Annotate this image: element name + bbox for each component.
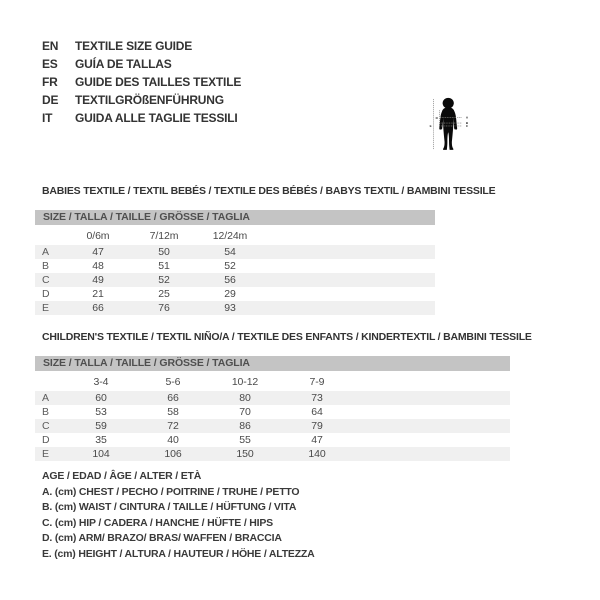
cell: 25 [158, 288, 170, 300]
cell: 58 [167, 406, 179, 418]
row-label: D [42, 288, 50, 300]
lang-code: IT [42, 111, 53, 125]
child-silhouette-svg [425, 15, 590, 235]
babies-size-table [35, 210, 435, 315]
cell: 66 [167, 392, 179, 404]
legend-waist-line: B. (cm) WAIST / CINTURA / TAILLE / HÜFTUNG / VITA [42, 501, 297, 514]
corner-cell [35, 374, 65, 391]
cell: 40 [167, 434, 179, 446]
cell: 21 [92, 288, 104, 300]
legend-height-line: E. (cm) HEIGHT / ALTURA / HAUTEUR / HÖHE / ALTEZZA [42, 547, 315, 560]
lang-code: FR [42, 75, 58, 89]
lang-label: TEXTILE SIZE GUIDE [75, 39, 193, 53]
cell: 64 [311, 406, 323, 418]
label-hip: C [465, 124, 469, 129]
legend-arm-line: D. (cm) ARM/ BRAZO/ BRAS/ WAFFEN / BRACCIA [42, 532, 282, 545]
children-column-headers [35, 374, 510, 391]
row-label: B [42, 260, 49, 272]
table-row [35, 419, 510, 433]
column-header: 0/6m [86, 230, 110, 242]
lang-row-en [42, 37, 241, 55]
table-row [35, 273, 435, 287]
row-label: A [42, 246, 49, 258]
row-label: E [42, 448, 49, 460]
row-label: C [42, 274, 50, 286]
children-section-heading: CHILDREN'S TEXTILE / TEXTIL NIÑO/A / TEXTILE DES ENFANTS / KINDERTEXTIL / BAMBINI TESSILE [42, 331, 532, 343]
column-header: 7/12m [149, 230, 179, 242]
lang-label: TEXTILGRÖßENFÜHRUNG [75, 93, 224, 107]
legend-age-line: AGE / EDAD / ÂGE / ALTER / ETÀ [42, 470, 202, 482]
language-title-block [42, 37, 241, 127]
lang-code: EN [42, 39, 59, 53]
cell: 60 [95, 392, 107, 404]
measurement-legend [42, 469, 315, 563]
size-header-bar: SIZE / TALLA / TAILLE / GRÖSSE / TAGLIA [35, 356, 510, 371]
corner-cell [35, 228, 65, 245]
lang-code: ES [42, 57, 58, 71]
child-silhouette-figure [439, 98, 457, 150]
cell: 29 [224, 288, 236, 300]
row-label: E [42, 302, 49, 314]
label-height: E [429, 123, 432, 128]
cell: 59 [95, 420, 107, 432]
cell: 93 [224, 302, 236, 314]
babies-section-heading: BABIES TEXTILE / TEXTIL BEBÉS / TEXTILE DES BÉBÉS / BABYS TEXTIL / BAMBINI TESSILE [42, 185, 496, 197]
lang-label: GUÍA DE TALLAS [75, 57, 172, 71]
table-row [35, 287, 435, 301]
column-header: 12/24m [212, 230, 248, 242]
lang-label: GUIDA ALLE TAGLIE TESSILI [75, 111, 238, 125]
cell: 51 [158, 260, 170, 272]
cell: 53 [95, 406, 107, 418]
cell: 56 [224, 274, 236, 286]
row-label: C [42, 420, 50, 432]
lang-row-it [42, 109, 241, 127]
column-header: 3-4 [93, 376, 109, 388]
column-header: 10-12 [231, 376, 259, 388]
lang-code: DE [42, 93, 59, 107]
cell: 48 [92, 260, 104, 272]
row-label: D [42, 434, 50, 446]
cell: 70 [239, 406, 251, 418]
cell: 49 [92, 274, 104, 286]
row-label: A [42, 392, 49, 404]
cell: 86 [239, 420, 251, 432]
table-row [35, 391, 510, 405]
table-row [35, 259, 435, 273]
cell: 50 [158, 246, 170, 258]
table-row [35, 447, 510, 461]
babies-column-headers [35, 228, 435, 245]
label-chest: A [465, 115, 469, 120]
cell: 79 [311, 420, 323, 432]
lang-label: GUIDE DES TAILLES TEXTILE [75, 75, 242, 89]
legend-hip-line: C. (cm) HIP / CADERA / HANCHE / HÜFTE / HIPS [42, 516, 273, 529]
cell: 104 [92, 448, 110, 460]
cell: 52 [224, 260, 236, 272]
table-row [35, 405, 510, 419]
legend-chest-line: A. (cm) CHEST / PECHO / POITRINE / TRUHE / PETTO [42, 485, 300, 498]
cell: 55 [239, 434, 251, 446]
label-arm: D [435, 116, 438, 121]
cell: 140 [308, 448, 326, 460]
cell: 66 [92, 302, 104, 314]
cell: 72 [167, 420, 179, 432]
lang-row-fr [42, 73, 241, 91]
cell: 52 [158, 274, 170, 286]
row-label: B [42, 406, 49, 418]
label-waist: B [465, 121, 469, 126]
column-header: 7-9 [309, 376, 325, 388]
cell: 80 [239, 392, 251, 404]
column-header: 5-6 [165, 376, 181, 388]
lang-row-de [42, 91, 241, 109]
table-row [35, 245, 435, 259]
cell: 73 [311, 392, 323, 404]
lang-row-es [42, 55, 241, 73]
table-row [35, 301, 435, 315]
children-size-table [35, 356, 510, 461]
cell: 54 [224, 246, 236, 258]
cell: 47 [92, 246, 104, 258]
table-row [35, 433, 510, 447]
cell: 106 [164, 448, 182, 460]
cell: 76 [158, 302, 170, 314]
cell: 47 [311, 434, 323, 446]
cell: 150 [236, 448, 254, 460]
size-header-bar: SIZE / TALLA / TAILLE / GRÖSSE / TAGLIA [35, 210, 435, 225]
cell: 35 [95, 434, 107, 446]
